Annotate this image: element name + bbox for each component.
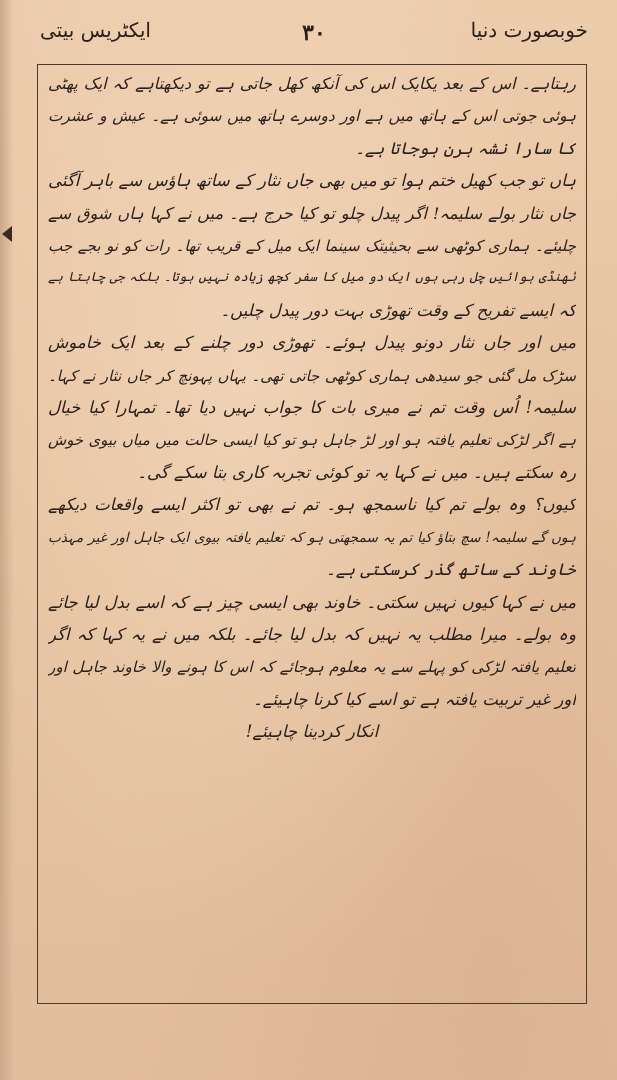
header-chapter-title: ایکٹریس بیتی [40,18,151,42]
page-header [40,18,588,58]
text-line: وہ بولے۔ میرا مطلب یہ نہیں کہ بدل لیا جائے۔ بلکہ میں نے یہ کہا کہ اگر [48,624,576,644]
text-line: کہ ایسے تفریح کے وقت تھوڑی بہت دور پیدل چلیں۔ [220,300,576,320]
text-line: سلیمہ! اُس وقت تم نے میری بات کا جواب نہیں دیا تھا۔ تمہارا کیا خیال [48,398,576,418]
text-line: رہتاہے۔ اس کے بعد یکایک اس کی آنکھ کھل جاتی ہے تو دیکھتاہے کہ ایک پھٹی [48,74,576,93]
text-line: چلیئے۔ ہماری کوٹھی سے بحیثیتک سینما ایک میل کے قریب تھا۔ رات کو نو بجے جب [48,237,576,256]
text-line: ہوں گے سلیمہ! سچ بتاؤ کیا تم یہ سمجھتی ہو کہ تعلیم یافتہ بیوی ایک جاہل اور غیر مہذب [48,529,576,546]
text-line: اور غیر تربیت یافتہ ہے تو اسے کیا کرنا چاہیئے۔ [252,689,576,709]
page-number: ۳۰ [302,20,326,46]
text-line: انکار کردینا چاہیئے! [245,722,379,742]
text-line: تعلیم یافتہ لڑکی کو پہلے سے یہ معلوم ہوجائے کہ اس کا ہونے والا خاوند جاہل اور [48,658,576,677]
header-book-title: خوبصورت دنیا [470,18,588,42]
text-line: ہے اگر لڑکی تعلیم یافتہ ہو اور لڑ جاہل ہو تو کیا ایسی حالت میں میاں بیوی خوش [48,431,576,450]
text-line: میں اور جاں نثار دونو پیدل ہوئے۔ تھوڑی دور چلنے کے بعد ایک خاموش [48,333,576,353]
text-line: ہاں تو جب کھیل ختم ہوا تو میں بھی جاں نثار کے ساتھ ہاؤس سے باہر آگئی [48,171,576,191]
page-body-text [48,68,576,1003]
margin-arrow-icon [2,226,12,242]
text-line: کیوں؟ وہ بولے تم کیا ناسمجھ ہو۔ تم نے بھی تو اکثر ایسے واقعات دیکھے [48,495,576,515]
text-line: میں نے کہا کیوں نہیں سکتی۔ خاوند بھی ایسی چیز ہے کہ اسے بدل لیا جائے [48,592,576,612]
text-line: ٹھنڈی ہوائیں چل رہی ہوں ایک دو میل کا سفر کچھ زیادہ نہیں ہوتا۔ بلکہ جی چاہتا ہے [48,270,576,286]
text-line: کا سارا نشہ ہرن ہوجاتا ہے۔ [355,138,576,158]
text-line: سڑک مل گئی جو سیدھی ہماری کوٹھی جاتی تھی۔ یہاں پہونچ کر جاں نثار نے کہا۔ [48,366,576,385]
text-line: رہ سکتے ہیں۔ میں نے کہا یہ تو کوئی تجربہ کاری بتا سکے گی۔ [137,462,576,482]
text-line: ہوئی جوتی اس کے ہاتھ میں ہے اور دوسرے ہاتھ میں سوئی ہے۔ عیش و عشرت [48,107,576,126]
page-binding-edge [0,0,14,1080]
text-line: خاوند کے ساتھ گذر کرسکتی ہے۔ [325,560,576,580]
text-line: جاں نثار بولے سلیمہ! اگر پیدل چلو تو کیا حرج ہے۔ میں نے کہا ہاں شوق سے [48,203,576,223]
